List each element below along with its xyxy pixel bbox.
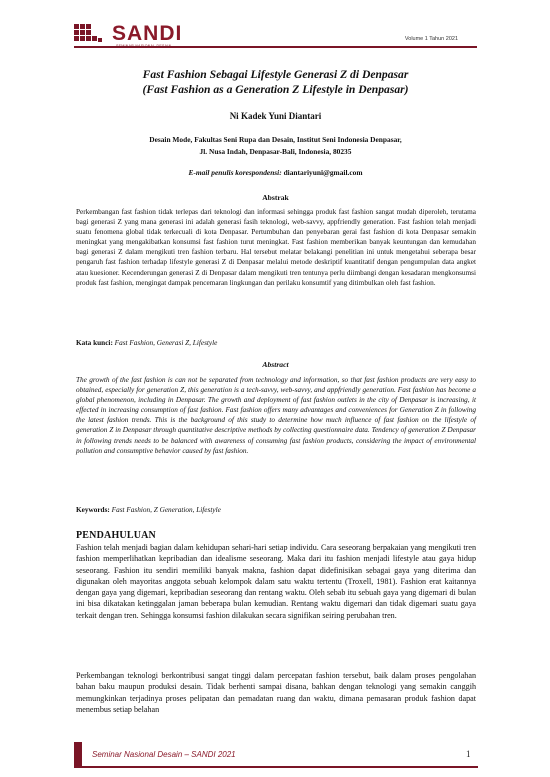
abstract-keywords bbox=[76, 506, 476, 514]
footer-label: Seminar Nasional Desain – SANDI 2021 bbox=[92, 750, 236, 759]
logo-wordmark: SANDI bbox=[112, 22, 183, 45]
abstrak-text: Perkembangan fast fashion tidak terlepas dari teknologi dan informasi sehingga produk fast fashion sangat mudah diperoleh, terutama bagi generasi Z yang mana generasi ini adalah generasi fasih teknologi, web-savvy, appfriendly generation. Fast fashion telah menjadi suatu fenomena global tidak terkecuali di kota Denpasar. Pertumbuhan dan penyebaran gerai fast fashion di kota Denpasar semakin meningkat yang mengakibatkan konsumsi fast fashion turut meningkat. Fast fashion memberikan banyak keuntungan dan kemudahan bagi generasi Z dalam mengikuti tren fashion terbaru. Hal tersebut melatar belakangi penelitian ini untuk mengetahui seberapa besar pengaruh fast fashion terhadap lifestyle generasi Z di Denpasar melalui metode deskriptif kuantitatif dengan pengumpulan data angket atau kuesioner. Kecenderungan generasi Z di Denpasar dalam mengikuti tren tentunya perlu diimbangi dengan kesadaran mengkonsumsi produk fast fashion, mengingat dampak pencemaran lingkungan dan perilaku konsumtif yang ditimbulkan oleh fast fashion. bbox=[76, 208, 476, 287]
abstrak-keywords-label: Kata kunci: bbox=[76, 339, 113, 347]
abstrak-keywords-value: Fast Fashion, Generasi Z, Lifestyle bbox=[114, 339, 218, 347]
header-rule bbox=[74, 46, 477, 48]
affiliation bbox=[74, 134, 477, 157]
affiliation-line-2: Jl. Nusa Indah, Denpasar-Bali, Indonesia, 80235 bbox=[199, 146, 352, 156]
author-name: Ni Kadek Yuni Diantari bbox=[229, 111, 322, 121]
email-value[interactable]: diantariyuni@gmail.com bbox=[283, 168, 363, 177]
footer-accent-bar bbox=[74, 742, 82, 768]
title-line-1: Fast Fashion Sebagai Lifestyle Generasi Z di Denpasar bbox=[142, 68, 409, 81]
email-label: E-mail penulis korespondensi: bbox=[188, 168, 282, 177]
volume-label: Volume 1 Tahun 2021 bbox=[404, 36, 458, 42]
corresponding-email bbox=[74, 168, 477, 177]
abstract-heading: Abstract bbox=[262, 360, 289, 369]
page-number: 1 bbox=[466, 749, 471, 759]
pendahuluan-paragraph-1: Fashion telah menjadi bagian dalam kehidupan sehari-hari setiap individu. Cara seseorang berpakaian yang mengikuti tren fashion memperlihatkan kepribadian dan idealisme seseorang. Maka dari itu fashion menjadi lifestyle atau gaya hidup seseorang. Fashion itu sendiri memiliki banyak makna, fashion dapat didefinisikan sebagai gaya yang diterima dan digunakan oleh mayoritas anggota sebuah kelompok dalam satu waktu tertentu (Troxell, 1981). Fashion erat kaitannya dengan gaya yang digemari, kepribadian seseorang dan rentang waktu. Oleh sebab itu sebuah gaya yang digemari di bulan ini bisa dikatakan ketinggalan jaman beberapa bulan kemudian. Rentang waktu digemari dan tidak digemari suatu gaya terkait dengan tren. Sehingga konsumsi fashion dilakukan secara signifikan seiring perubahan tren. bbox=[76, 543, 476, 620]
pendahuluan-paragraph-2: Perkembangan teknologi berkontribusi sangat tinggi dalam percepatan fashion tersebut, baik dalam proses pengolahan bahan baku maupun produksi desain. Tidak berhenti sampai disana, bahkan dengan teknologi yang semakin canggih memungkinkan terjadinya proses pelipatan dan pemadatan ruang dan waktu, dimana pemasaran produk fashion dapat menembus setiap belahan bbox=[76, 671, 476, 714]
pendahuluan-heading: PENDAHULUAN bbox=[76, 530, 156, 541]
affiliation-line-1: Desain Mode, Fakultas Seni Rupa dan Desain, Institut Seni Indonesia Denpasar, bbox=[149, 135, 402, 144]
footer-rule bbox=[80, 766, 478, 768]
abstract-keywords-value: Fast Fashion, Z Generation, Lifestyle bbox=[111, 506, 221, 514]
abstract-keywords-label: Keywords: bbox=[76, 506, 110, 514]
paper-title bbox=[74, 68, 477, 97]
abstract-text: The growth of the fast fashion is can not be separated from technology and information, so that fast fashion products are very easy to obtained, especially for generation Z, this generation is a tech-savvy, web-savvy, and appfriendly generation. Fast fashion has become a global phenomenon, including in Denpasar. The growth and deployment of fast fashion outlets in the city of Denpasar is increasing, it effected in increasing consumption of fast fashion. Fast fashion offers many advantages and conveniences for Generation Z in following the latest fashion trends. This is the background of this study to determine how much influence of fast fashion on the lifestyle of generation Z in Denpasar through quantitative descriptive methods by collecting questionnaire data. Tendency of generation Z Denpasar in following trends needs to be balanced with awareness of consuming fast fashion products, considering the impact of environmental pollution and consumptive behavior caused by fast fashion. bbox=[76, 376, 476, 455]
abstrak-heading: Abstrak bbox=[262, 193, 289, 202]
title-line-2: (Fast Fashion as a Generation Z Lifestyle in Denpasar) bbox=[142, 82, 409, 96]
abstrak-keywords bbox=[76, 339, 476, 347]
